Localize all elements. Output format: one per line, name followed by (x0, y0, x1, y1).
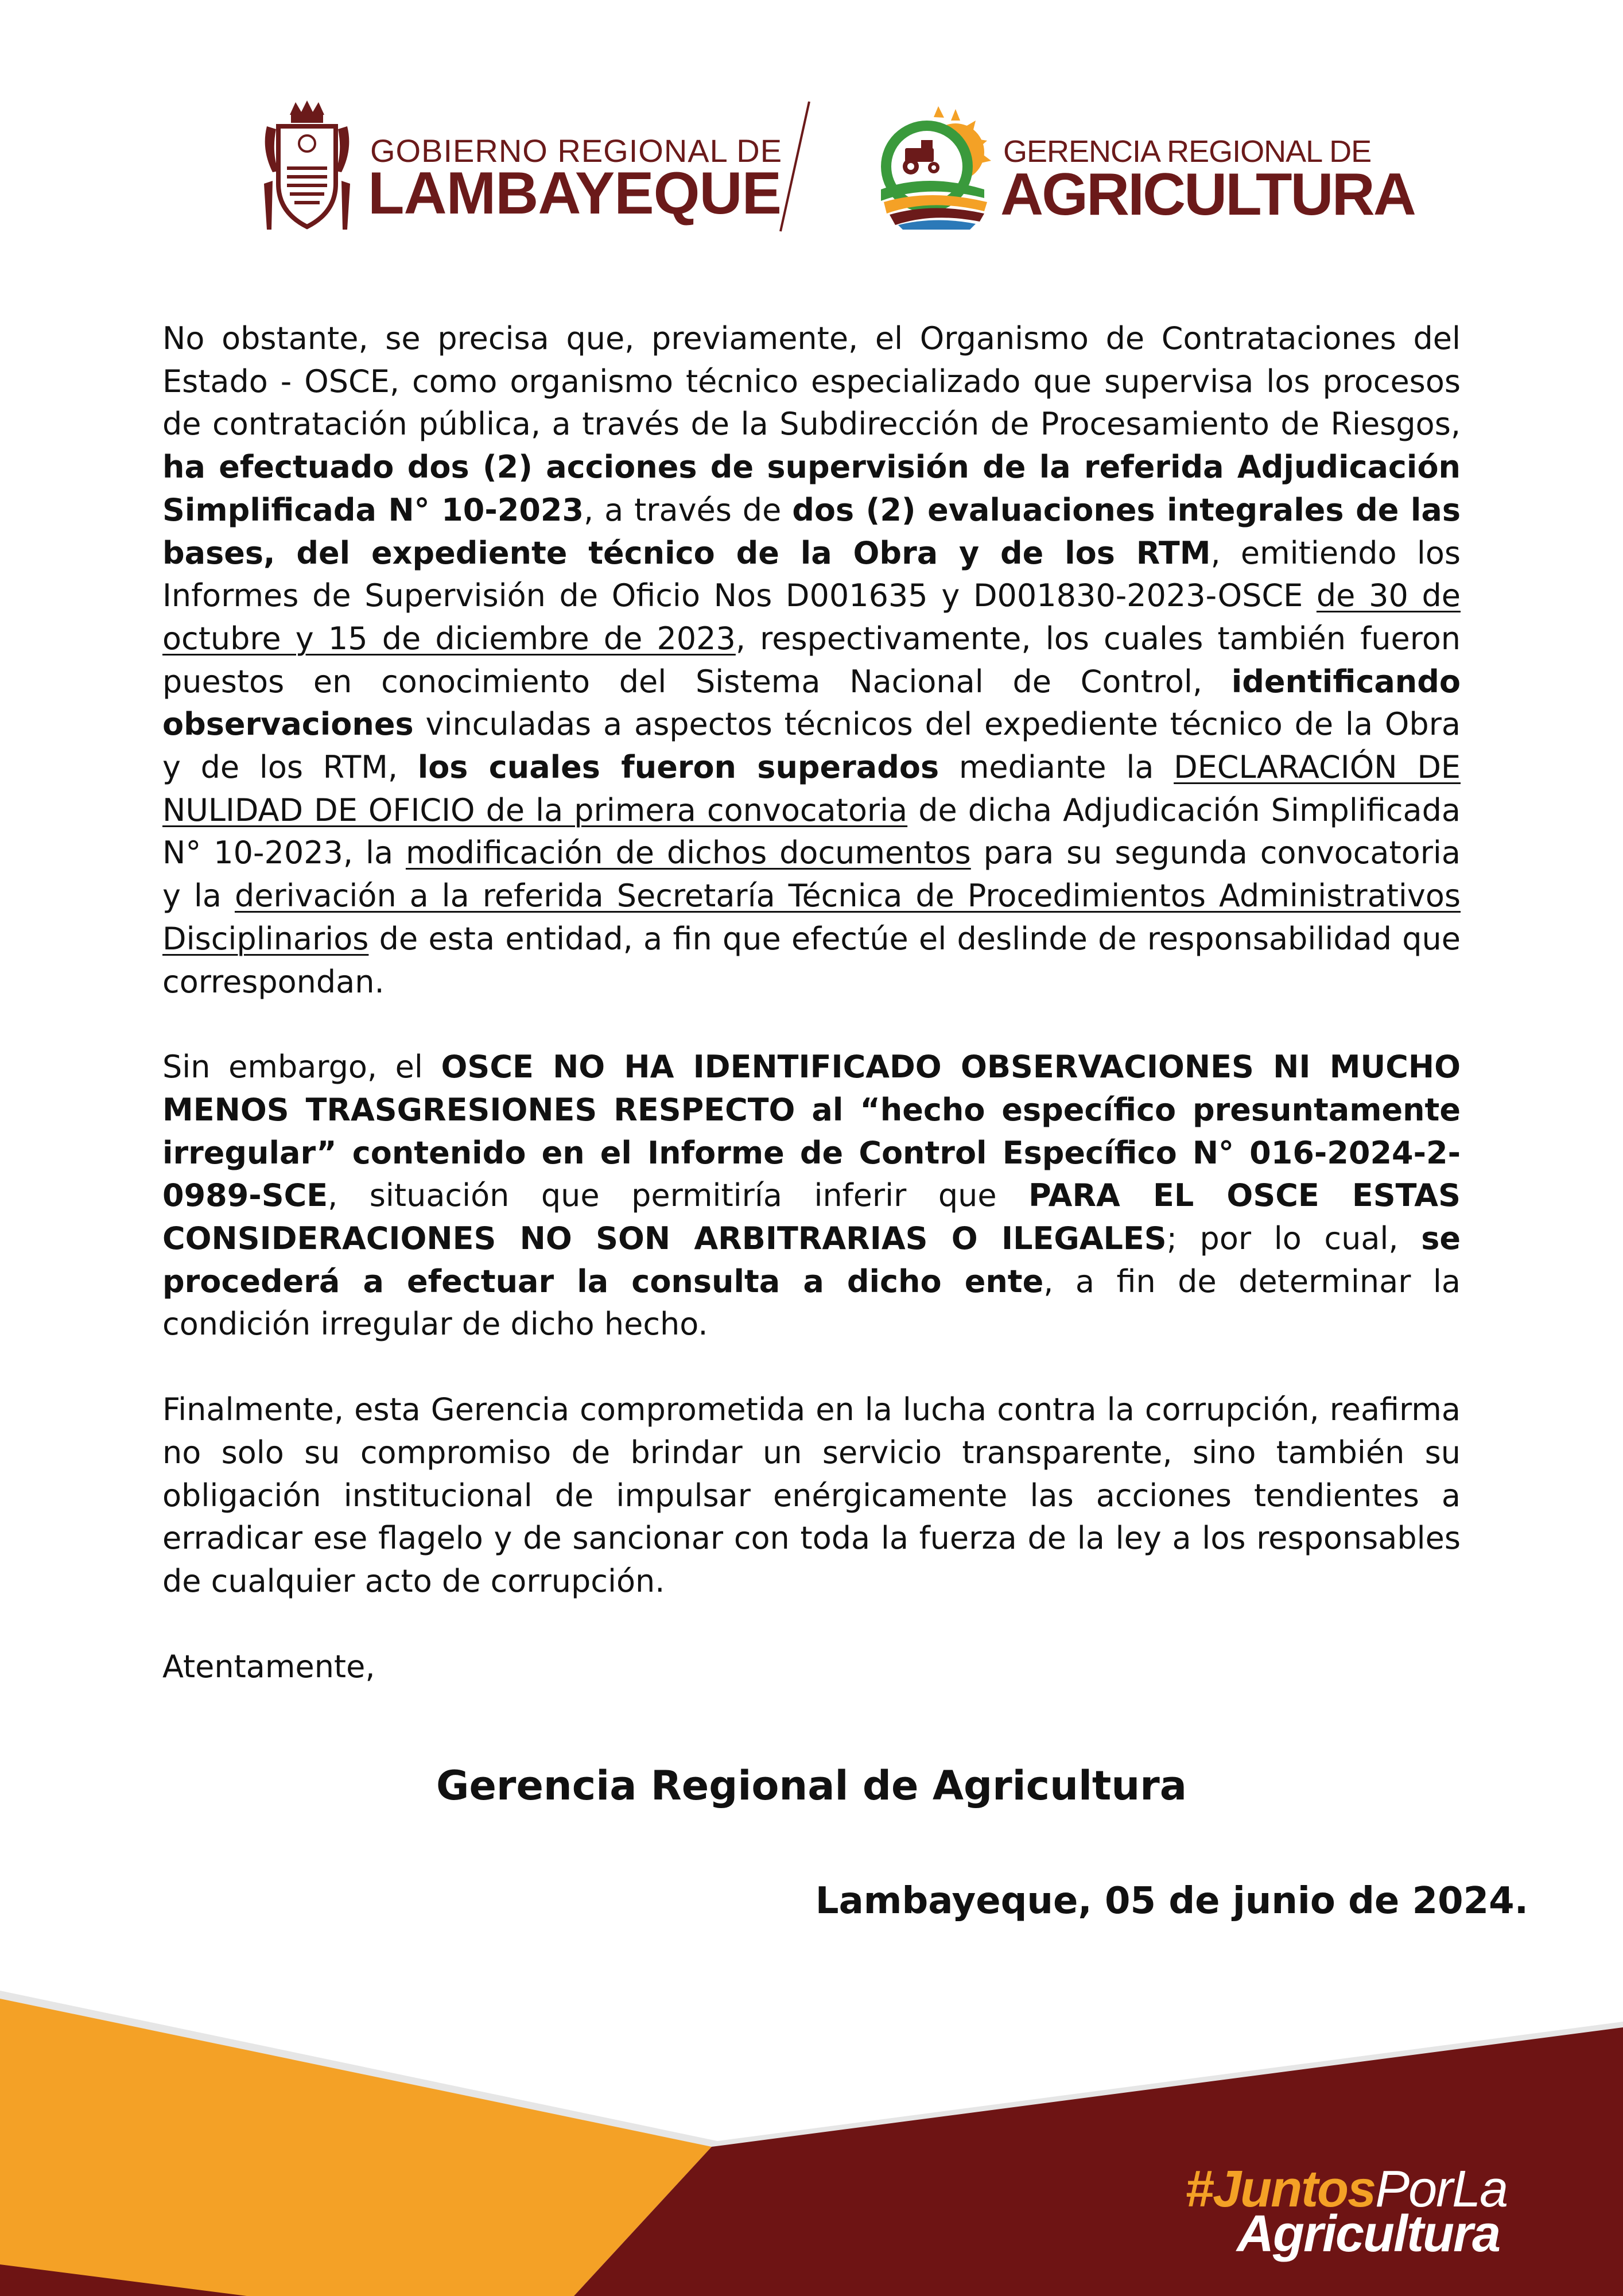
gerencia-agricultura-logo (869, 103, 1415, 235)
lambayeque-crest-icon (255, 98, 359, 235)
paragraph-2 (162, 1046, 1461, 1346)
p1-text-4: , respectivamente, los cuales también fueron puestos en conocimiento del Sistema Nacional de Control, (162, 620, 1461, 700)
hashtag-symbol: # (1185, 2161, 1213, 2218)
tractor-sun-icon (869, 103, 996, 230)
p2-bold-2: PARA EL OSCE ESTAS CONSIDERACIONES NO SON ARBITRARIAS O ILEGALES (162, 1177, 1461, 1257)
p1-text-8: para su segunda convocatoria y la (162, 835, 1461, 914)
gerencia-line1: GERENCIA REGIONAL DE (1003, 134, 1372, 169)
hashtag-juntos: Juntos (1213, 2161, 1376, 2218)
gobierno-regional-logo (255, 98, 783, 235)
p1-underline-1: de 30 de octubre y 15 de diciembre de 2023 (162, 577, 1461, 657)
letterhead (0, 0, 1623, 264)
signature-organization: Gerencia Regional de Agricultura (436, 1762, 1187, 1809)
p1-text-7: de dicha Adjudicación Simplificada N° 10-2023, la (162, 792, 1461, 871)
p1-text-2: , a través de (584, 491, 793, 528)
gerencia-line2: AGRICULTURA (1000, 161, 1415, 228)
letter-body (162, 317, 1461, 1688)
p2-text-1: Sin embargo, el (162, 1049, 441, 1085)
closing-salutation: Atentamente, (162, 1648, 375, 1685)
p1-underline-2: DECLARACIÓN DE NULIDAD DE OFICIO de la primera convocatoria (162, 749, 1461, 828)
p1-text-1: No obstante, se precisa que, previamente, el Organismo de Contrataciones del Estado - OSCE, como organismo técnico especializado que supervisa los procesos de contratación pública, a través de la Subdirección de Procesamiento de Riesgos, (162, 320, 1461, 443)
p1-text-5: vinculadas a aspectos técnicos del expediente técnico de la Obra y de los RTM, (162, 706, 1461, 786)
p1-text-6: mediante la (939, 749, 1174, 786)
footer-orange-band (0, 1999, 712, 2296)
juntos-por-la-agricultura-hashtag (1185, 2161, 1598, 2263)
paragraph-1 (162, 317, 1461, 1003)
p1-text-3: , emitiendo los Informes de Supervisión de Oficio Nos D001635 y D001830-2023-OSCE (162, 534, 1461, 614)
gobierno-line1: GOBIERNO REGIONAL DE (370, 133, 783, 169)
hashtag-row-2: Agricultura (1237, 2205, 1500, 2263)
p1-bold-3: identificando observaciones (162, 663, 1461, 743)
p2-text-3: ; por lo cual, (1166, 1220, 1422, 1257)
signature-date: Lambayeque, 05 de junio de 2024. (815, 1880, 1528, 1922)
p1-bold-2: dos (2) evaluaciones integrales de las bases, del expediente técnico de la Obra y de los RTM (162, 491, 1461, 571)
p2-text-4: , a fin de determinar la condición irregular de dicho hecho. (162, 1263, 1461, 1343)
p1-underline-4: derivación a la referida Secretaría Técnica de Procedimientos Administrativos Disciplinarios (162, 878, 1461, 957)
p1-text-9: de esta entidad, a fin que efectúe el deslinde de responsabilidad que correspondan. (162, 920, 1461, 1000)
p2-text-2: , situación que permitiría inferir que (328, 1177, 1029, 1214)
p1-bold-4: los cuales fueron superados (417, 749, 939, 786)
logo-divider (778, 100, 812, 232)
paragraph-3: Finalmente, esta Gerencia comprometida en la lucha contra la corrupción, reafirma no solo su compromiso de brindar un servicio transparente, sino también su obligación institucional de impulsar enérgicamente las acciones tendientes a erradicar ese flagelo y de sancionar con toda la fuerza de la ley a los responsables de cualquier acto de corrupción. (162, 1391, 1461, 1599)
p2-bold-1: OSCE NO HA IDENTIFICADO OBSERVACIONES NI MUCHO MENOS TRASGRESIONES RESPECTO al “hecho específico presuntamente irregular” contenido en el Informe de Control Específico N° 016-2024-2-0989-SCE (162, 1049, 1461, 1214)
gobierno-line2: LAMBAYEQUE (368, 160, 782, 227)
p1-bold-1: ha efectuado dos (2) acciones de supervisión de la referida Adjudicación Simplificada N° 10-2023 (162, 449, 1461, 528)
p2-bold-3: se procederá a efectuar la consulta a dicho ente (162, 1220, 1461, 1300)
hashtag-porla: PorLa (1375, 2161, 1508, 2218)
p1-underline-3: modificación de dichos documentos (405, 835, 971, 871)
